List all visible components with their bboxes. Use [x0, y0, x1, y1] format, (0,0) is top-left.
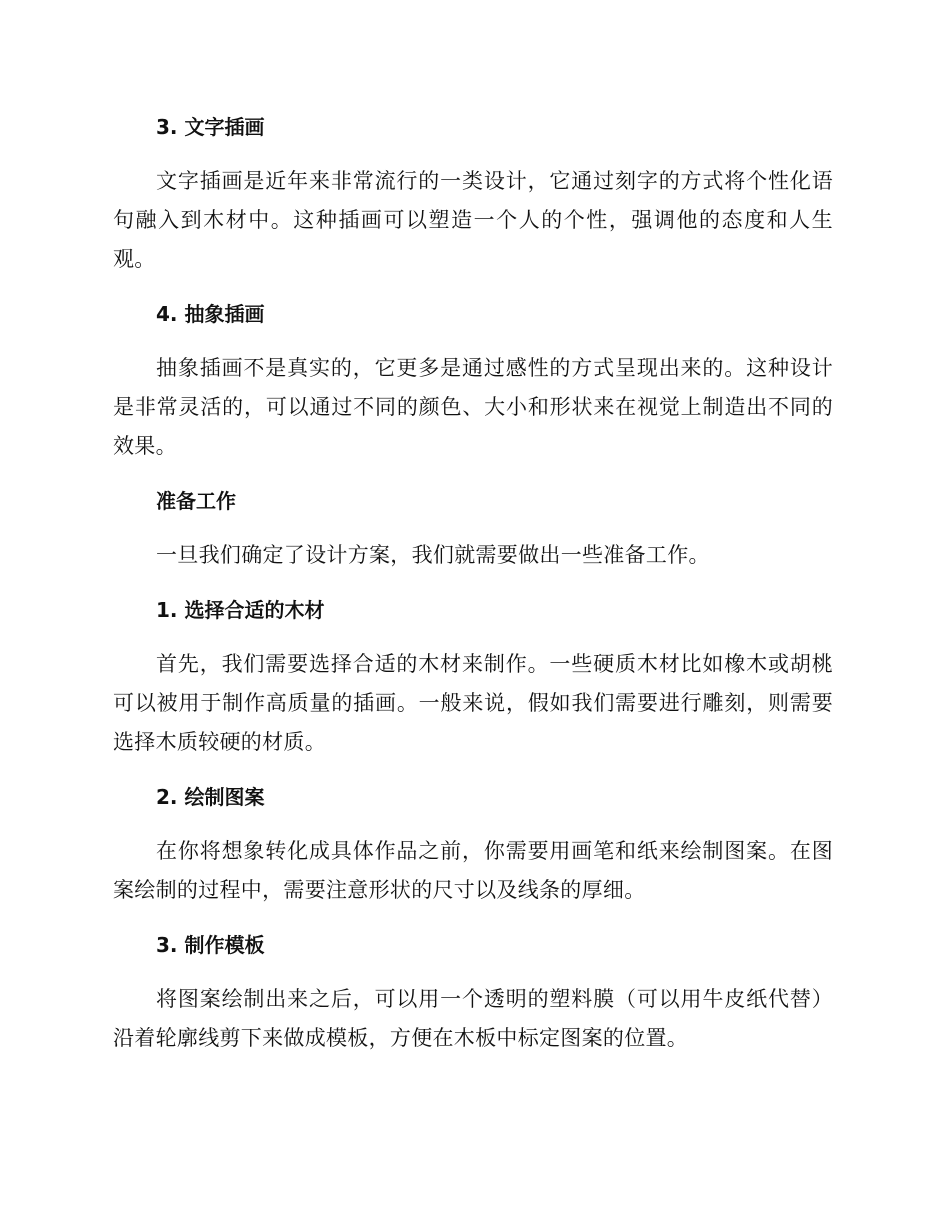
section-heading-preparation: 准备工作	[156, 489, 236, 513]
section-heading-text-illustration: 3. 文字插画	[156, 115, 265, 139]
document-body	[113, 108, 833, 1074]
paragraph-abstract-illustration: 抽象插画不是真实的，它更多是通过感性的方式呈现出来的。这种设计是非常灵活的，可以通过不同的颜色、大小和形状来在视觉上制造出不同的效果。	[113, 356, 833, 458]
section-heading-draw-pattern: 2. 绘制图案	[156, 785, 265, 809]
paragraph-make-template: 将图案绘制出来之后，可以用一个透明的塑料膜（可以用牛皮纸代替）沿着轮廓线剪下来做成模板，方便在木板中标定图案的位置。	[113, 987, 833, 1050]
paragraph-choose-wood: 首先，我们需要选择合适的木材来制作。一些硬质木材比如橡木或胡桃可以被用于制作高质量的插画。一般来说，假如我们需要进行雕刻，则需要选择木质较硬的材质。	[113, 652, 833, 754]
paragraph-preparation: 一旦我们确定了设计方案，我们就需要做出一些准备工作。	[156, 543, 710, 567]
paragraph-text-illustration: 文字插画是近年来非常流行的一类设计，它通过刻字的方式将个性化语句融入到木材中。这种插画可以塑造一个人的个性，强调他的态度和人生观。	[113, 169, 833, 271]
paragraph-draw-pattern: 在你将想象转化成具体作品之前，你需要用画笔和纸来绘制图案。在图案绘制的过程中，需要注意形状的尺寸以及线条的厚细。	[113, 839, 833, 902]
section-heading-abstract-illustration: 4. 抽象插画	[156, 302, 265, 326]
section-heading-choose-wood: 1. 选择合适的木材	[156, 598, 325, 622]
section-heading-make-template: 3. 制作模板	[156, 933, 265, 957]
